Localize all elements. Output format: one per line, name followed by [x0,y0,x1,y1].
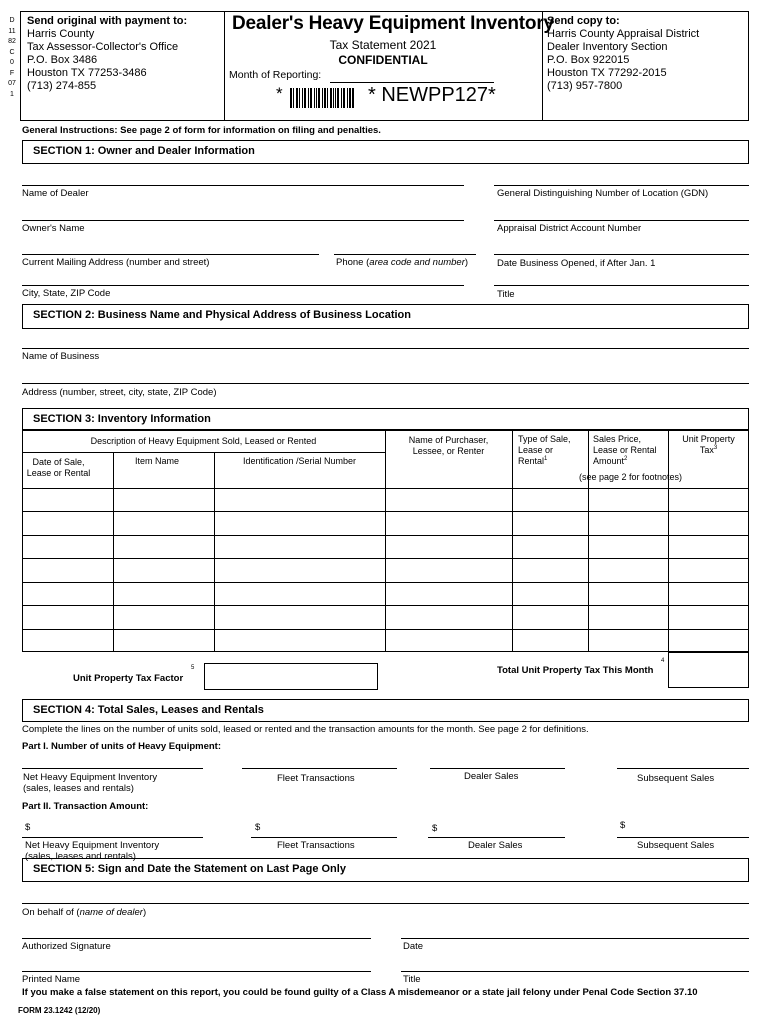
cell-type[interactable] [512,558,588,582]
col-date-header: Date of Sale, Lease or Rental [26,457,91,478]
total-tax-label: Total Unit Property Tax This Month [497,665,654,676]
on-behalf-label: On behalf of (name of dealer) [22,907,147,918]
cell-price[interactable] [588,488,668,511]
copy-line: Houston TX 77292-2015 [547,67,667,79]
cell-date[interactable] [22,582,113,605]
amount-net-label: Net Heavy Equipment Inventory (sales, leases and rentals) [25,840,160,862]
dollar-sign: $ [432,823,438,834]
units-dealer-field[interactable] [430,768,565,769]
phone-label: Phone (area code and number) [336,257,469,268]
dollar-sign: $ [255,822,261,833]
cell-type[interactable] [512,511,588,535]
section5-header: SECTION 5: Sign and Date the Statement on Last Page Only [22,858,749,882]
units-subsequent-field[interactable] [617,768,749,769]
cell-serial[interactable] [214,605,385,629]
payment-address [27,15,187,93]
cell-purchaser[interactable] [385,558,512,582]
cell-type[interactable] [512,582,588,605]
cell-date[interactable] [22,488,113,511]
tax-factor-field[interactable] [204,663,378,690]
title-label: Title [497,289,515,300]
cell-serial[interactable] [214,511,385,535]
units-dealer-label: Dealer Sales [464,771,519,782]
cell-price[interactable] [588,535,668,558]
cell-tax[interactable] [668,629,749,652]
amount-dealer-field[interactable] [428,837,565,838]
total-tax-sup: 4 [661,658,665,664]
desc-header: Description of Heavy Equipment Sold, Leased or Rented [90,436,317,446]
section3-header: SECTION 3: Inventory Information [22,408,749,430]
payment-line: (713) 274-855 [27,80,97,92]
units-fleet-label: Fleet Transactions [277,773,355,784]
month-reporting-label: Month of Reporting: [229,69,322,81]
part2-label: Part II. Transaction Amount: [22,801,149,812]
cell-item-name[interactable] [113,558,214,582]
business-address-field[interactable] [22,383,749,384]
on-behalf-field[interactable] [22,903,749,904]
city-state-zip-field[interactable] [22,285,464,286]
cell-serial[interactable] [214,535,385,558]
total-tax-field[interactable] [668,652,749,688]
cell-date[interactable] [22,558,113,582]
col-price-header: Sales Price, Lease or Rental Amount$^2$ [593,434,657,466]
mailing-address-label: Current Mailing Address (number and street) [22,257,210,268]
cell-date[interactable] [22,511,113,535]
cell-tax[interactable] [668,535,749,558]
cell-type[interactable] [512,629,588,652]
date-label: Date [403,941,424,952]
cell-item-name[interactable] [113,629,214,652]
printed-name-field[interactable] [22,971,371,972]
mailing-address-field[interactable] [22,254,319,255]
cell-serial[interactable] [214,488,385,511]
col-type-header: Type of Sale, Lease or Rental$^1$ [518,434,571,466]
cell-date[interactable] [22,605,113,629]
payment-line: Harris County [27,28,95,40]
cell-serial[interactable] [214,629,385,652]
section2-header: SECTION 2: Business Name and Physical Address of Business Location [22,304,749,329]
payment-line: Tax Assessor-Collector's Office [27,41,179,53]
owners-name-label: Owner's Name [22,223,85,234]
cell-type[interactable] [512,605,588,629]
copy-line: P.O. Box 922015 [547,54,630,66]
cell-date[interactable] [22,535,113,558]
tax-factor-label: Unit Property Tax Factor [73,673,184,684]
cell-purchaser[interactable] [385,605,512,629]
section4-header: SECTION 4: Total Sales, Leases and Rentals [22,699,749,722]
payment-line: Houston TX 77253-3486 [27,67,147,79]
month-reporting-field[interactable] [330,82,494,83]
date-field[interactable] [401,938,749,939]
date-opened-label: Date Business Opened, if After Jan. 1 [497,258,656,269]
form-title: Dealer's Heavy Equipment Inventory [232,13,554,34]
false-statement-warning: If you make a false statement on this report, you could be found guilty of a Class A misdemeanor or a state jail felony under Penal Code Section 37.10 [22,987,698,998]
gdn-label: General Distinguishing Number of Location (GDN) [497,188,709,199]
amount-net-field[interactable] [22,837,203,838]
cell-tax[interactable] [668,558,749,582]
cell-type[interactable] [512,488,588,511]
cell-item-name[interactable] [113,535,214,558]
general-instructions: General Instructions: See page 2 of form for information on filing and penalties. [22,125,381,136]
cell-purchaser[interactable] [385,488,512,511]
business-name-field[interactable] [22,348,749,349]
amount-fleet-field[interactable] [251,837,397,838]
copy-address [547,15,699,93]
units-subsequent-label: Subsequent Sales [637,773,715,784]
form-code-vertical: D1182C0F071 [8,17,16,98]
amount-dealer-label: Dealer Sales [468,840,523,851]
cell-type[interactable] [512,535,588,558]
units-net-field[interactable] [22,768,203,769]
owners-name-field[interactable] [22,220,464,221]
section1-header: SECTION 1: Owner and Dealer Information [22,140,749,164]
barcode-star: * [276,84,283,103]
copy-line: (713) 957-7800 [547,80,623,92]
account-number-field[interactable] [494,220,749,221]
units-net-label: Net Heavy Equipment Inventory (sales, leases and rentals) [23,772,158,794]
barcode-text: * NEWPP127* [368,84,496,106]
signature-field[interactable] [22,938,371,939]
cell-price[interactable] [588,605,668,629]
cell-price[interactable] [588,511,668,535]
col-serial-header: Identification /Serial Number [242,456,357,466]
confidential-label: CONFIDENTIAL [338,53,428,67]
col-purchaser-header: Name of Purchaser, Lessee, or Renter [408,435,489,456]
amount-subsequent-label: Subsequent Sales [637,840,715,851]
cell-tax[interactable] [668,605,749,629]
cell-date[interactable] [22,629,113,652]
amount-subsequent-field[interactable] [617,837,749,838]
footnote-ref: (see page 2 for footnotes) [578,472,683,482]
cell-serial[interactable] [214,582,385,605]
payment-line: P.O. Box 3486 [27,54,98,66]
cell-tax[interactable] [668,488,749,511]
form-number: FORM 23.1242 (12/20) [18,1006,101,1015]
cell-purchaser[interactable] [385,582,512,605]
dollar-sign: $ [620,820,626,831]
payment-heading: Send original with payment to: [27,15,188,27]
signer-title-label: Title [403,974,421,985]
date-opened-field[interactable] [494,254,749,255]
cell-price[interactable] [588,582,668,605]
printed-name-label: Printed Name [22,974,81,985]
copy-line: Dealer Inventory Section [547,41,668,53]
cell-item-name[interactable] [113,582,214,605]
name-of-dealer-field[interactable] [22,185,464,186]
dollar-sign: $ [25,822,31,833]
cell-price[interactable] [588,629,668,652]
cell-serial[interactable] [214,558,385,582]
gdn-field[interactable] [494,185,749,186]
signature-label: Authorized Signature [22,941,111,952]
col-tax-header: Unit Property Tax$^3$ [682,434,735,455]
cell-purchaser[interactable] [385,535,512,558]
name-of-dealer-label: Name of Dealer [22,188,89,199]
cell-purchaser[interactable] [385,511,512,535]
cell-item-name[interactable] [113,511,214,535]
cell-item-name[interactable] [113,488,214,511]
cell-tax[interactable] [668,511,749,535]
account-number-label: Appraisal District Account Number [497,223,642,234]
form-subtitle: Tax Statement 2021 [329,38,437,52]
signer-title-field[interactable] [401,971,749,972]
amount-fleet-label: Fleet Transactions [277,840,355,851]
business-address-label: Address (number, street, city, state, ZIP Code) [22,387,217,398]
copy-heading: Send copy to: [547,15,620,27]
cell-item-name[interactable] [113,605,214,629]
city-state-zip-label: City, State, ZIP Code [22,288,111,299]
cell-purchaser[interactable] [385,629,512,652]
section4-instructions: Complete the lines on the number of units sold, leased or rented and the transaction amounts for the month. See page 2 for definitions. [22,724,589,735]
part1-label: Part I. Number of units of Heavy Equipment: [22,741,221,752]
cell-tax[interactable] [668,582,749,605]
barcode-icon [290,88,354,108]
col-item-header: Item Name [134,456,179,466]
cell-price[interactable] [588,558,668,582]
title-field[interactable] [494,285,749,286]
copy-line: Harris County Appraisal District [547,28,700,40]
phone-field[interactable] [334,254,476,255]
tax-factor-sup: 5 [191,665,195,671]
business-name-label: Name of Business [22,351,100,362]
units-fleet-field[interactable] [242,768,397,769]
